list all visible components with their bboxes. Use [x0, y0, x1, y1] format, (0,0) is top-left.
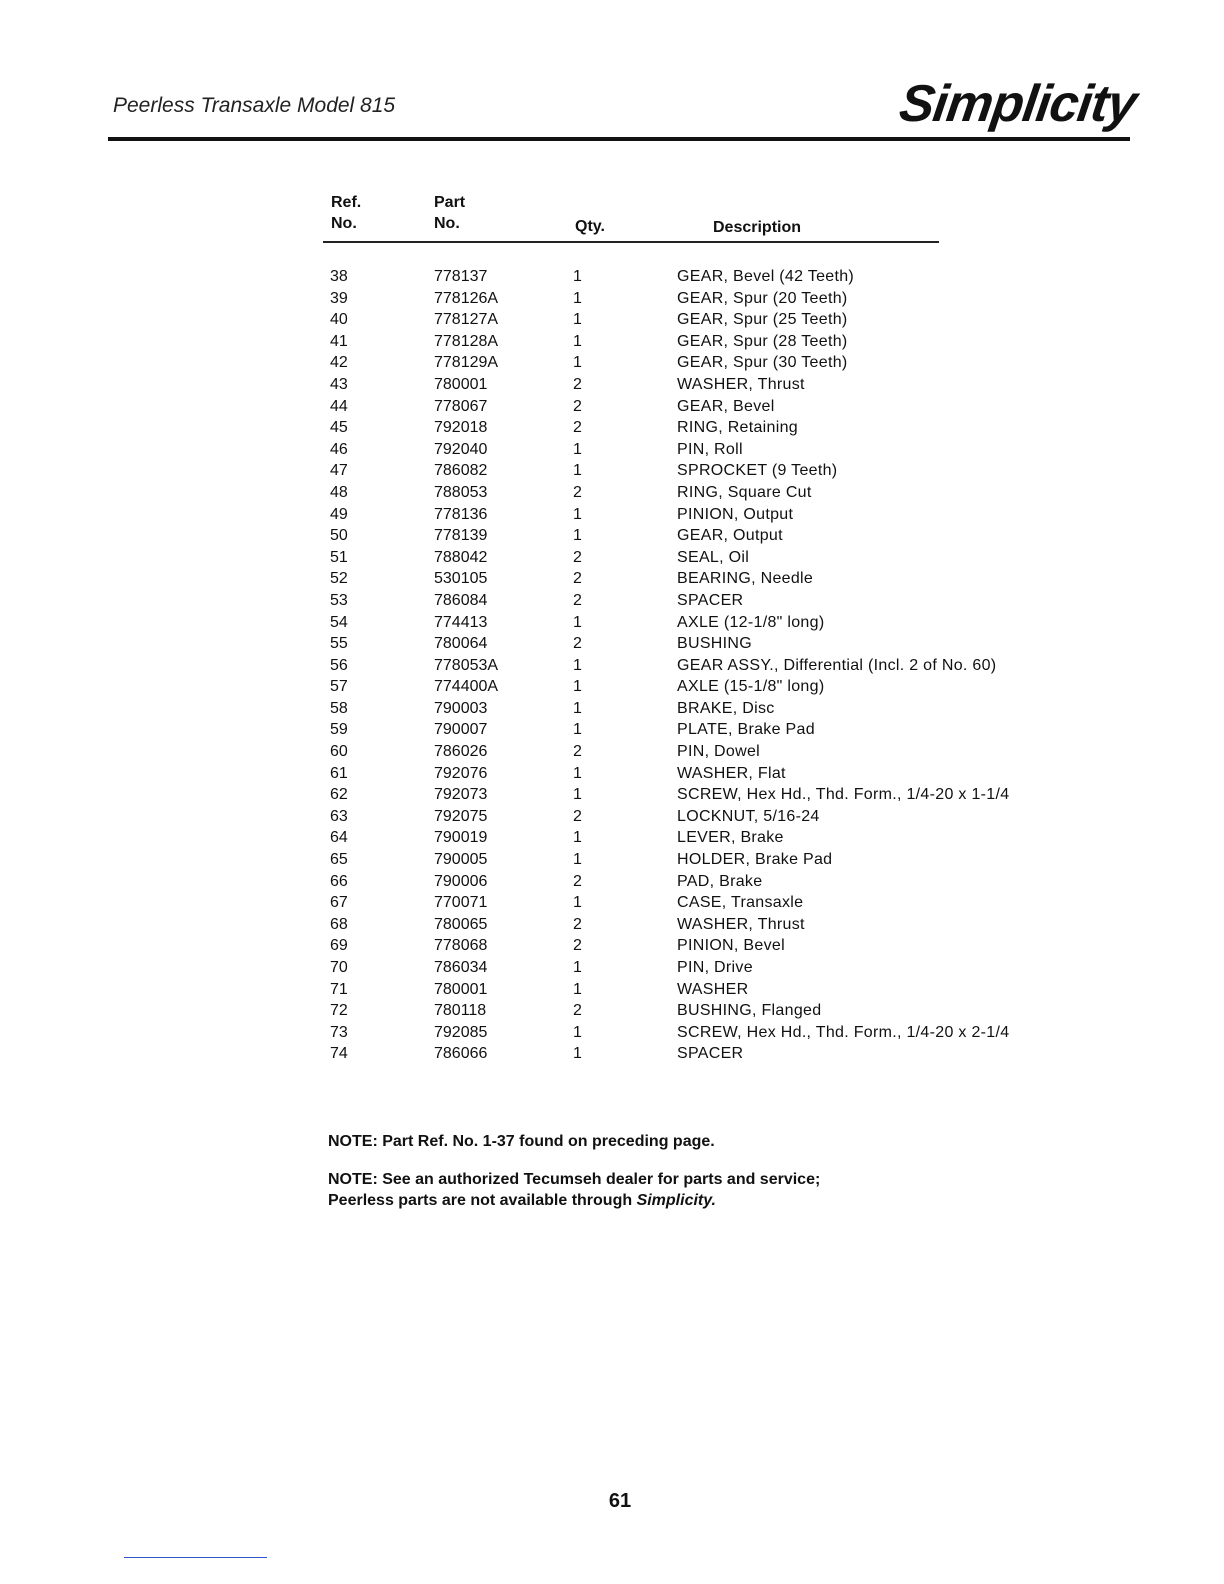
description: WASHER: [677, 980, 749, 998]
note-dealer-line2: [328, 1190, 820, 1211]
part-no: 792073: [434, 786, 488, 804]
part-no: 778127A: [434, 311, 499, 329]
part-no: 778139: [434, 527, 488, 545]
table-row: [0, 914, 1224, 936]
qty: 1: [573, 527, 582, 545]
col-header-qty: Qty.: [575, 218, 605, 235]
qty: 2: [573, 483, 582, 501]
description: GEAR, Bevel: [677, 397, 775, 415]
table-row: [0, 827, 1224, 849]
table-row: [0, 957, 1224, 979]
part-no: 790019: [434, 829, 488, 847]
description: GEAR ASSY., Differential (Incl. 2 of No. 60): [677, 656, 997, 674]
qty: 1: [573, 440, 582, 458]
description: AXLE (12-1/8" long): [677, 613, 825, 631]
ref-no: 46: [330, 440, 348, 458]
qty: 1: [573, 1045, 582, 1063]
part-no: 790006: [434, 872, 488, 890]
part-no: 770071: [434, 894, 488, 912]
table-row: [0, 568, 1224, 590]
ref-no: 64: [330, 829, 348, 847]
part-no: 790007: [434, 721, 488, 739]
part-no: 786084: [434, 591, 488, 609]
part-no: 792085: [434, 1023, 488, 1041]
table-row: [0, 352, 1224, 374]
qty: 2: [573, 419, 582, 437]
table-row: [0, 396, 1224, 418]
ref-no: 39: [330, 289, 348, 307]
note-dealer-line2-text: Peerless parts are not available through: [328, 1192, 637, 1209]
table-row: [0, 482, 1224, 504]
qty: 1: [573, 656, 582, 674]
description: AXLE (15-1/8" long): [677, 678, 825, 696]
qty: 1: [573, 786, 582, 804]
description: PIN, Drive: [677, 959, 753, 976]
page-number: 61: [608, 1490, 632, 1512]
qty: 2: [573, 915, 582, 933]
table-row: [0, 374, 1224, 396]
note-dealer-brand: Simplicity.: [636, 1192, 716, 1209]
ref-no: 68: [330, 915, 348, 933]
part-no: 792040: [434, 440, 488, 458]
part-no: 774400A: [434, 678, 499, 696]
ref-no: 51: [330, 548, 348, 566]
qty: 1: [573, 894, 582, 912]
table-row: [0, 633, 1224, 655]
qty: 2: [573, 743, 582, 761]
ref-no: 70: [330, 959, 348, 976]
qty: 2: [573, 807, 582, 825]
part-no: 780065: [434, 915, 488, 933]
qty: 2: [573, 375, 582, 393]
description: GEAR, Output: [677, 527, 783, 545]
description: LOCKNUT, 5/16-24: [677, 807, 820, 825]
part-no: 778067: [434, 397, 488, 415]
ref-no: 58: [330, 699, 348, 717]
qty: 2: [573, 872, 582, 890]
description: PIN, Roll: [677, 440, 743, 458]
ref-no: 49: [330, 505, 348, 523]
part-no: 780001: [434, 375, 488, 393]
col-header-ref-line1: Ref.: [331, 194, 362, 211]
description: PLATE, Brake Pad: [677, 721, 815, 739]
qty: 1: [573, 764, 582, 782]
qty: 1: [573, 311, 582, 329]
simplicity-logo: Simplicity: [895, 75, 1140, 133]
ref-no: 55: [330, 635, 348, 653]
qty: 2: [573, 397, 582, 415]
qty: 1: [573, 505, 582, 523]
table-row: [0, 439, 1224, 461]
qty: 2: [573, 570, 582, 588]
part-no: 790003: [434, 699, 488, 717]
ref-no: 38: [330, 268, 348, 285]
description: WASHER, Flat: [677, 764, 786, 782]
table-row: [0, 460, 1224, 482]
ref-no: 65: [330, 851, 348, 869]
footer-line: [124, 1557, 267, 1558]
description: WASHER, Thrust: [677, 375, 805, 393]
part-no: 786034: [434, 959, 488, 976]
table-row: [0, 655, 1224, 677]
part-no: 792075: [434, 807, 488, 825]
ref-no: 61: [330, 764, 348, 782]
qty: 2: [573, 937, 582, 955]
table-row: [0, 676, 1224, 698]
description: CASE, Transaxle: [677, 894, 804, 912]
description: PINION, Bevel: [677, 937, 785, 955]
table-row: [0, 590, 1224, 612]
description: BEARING, Needle: [677, 570, 814, 588]
table-row: [0, 935, 1224, 957]
description: SCREW, Hex Hd., Thd. Form., 1/4-20 x 2-1/4: [677, 1023, 1010, 1041]
col-header-description: Description: [713, 219, 802, 236]
qty: 1: [573, 462, 582, 480]
qty: 1: [573, 678, 582, 696]
table-row: [0, 871, 1224, 893]
ref-no: 62: [330, 786, 348, 804]
ref-no: 53: [330, 591, 348, 609]
parts-table: [0, 266, 1224, 1065]
ref-no: 59: [330, 721, 348, 739]
qty: 1: [573, 980, 582, 998]
description: GEAR, Spur (20 Teeth): [677, 289, 848, 307]
note-dealer-line1: NOTE: See an authorized Tecumseh dealer for parts and service;: [328, 1171, 821, 1188]
table-row: [0, 612, 1224, 634]
qty: 2: [573, 635, 582, 653]
part-no: 530105: [434, 570, 488, 588]
description: RING, Retaining: [677, 419, 798, 437]
ref-no: 60: [330, 743, 348, 761]
ref-no: 44: [330, 397, 348, 415]
description: GEAR, Spur (30 Teeth): [677, 354, 848, 372]
note-preceding-page: NOTE: Part Ref. No. 1-37 found on preceding page.: [328, 1133, 715, 1150]
part-no: 790005: [434, 851, 488, 869]
page-header-title: Peerless Transaxle Model 815: [113, 94, 396, 117]
description: SPACER: [677, 1045, 744, 1063]
description: LEVER, Brake: [677, 829, 784, 847]
description: BUSHING: [677, 635, 752, 653]
ref-no: 73: [330, 1023, 348, 1041]
header-divider: [108, 137, 1130, 141]
description: PIN, Dowel: [677, 743, 761, 761]
table-row: [0, 719, 1224, 741]
part-no: 780118: [434, 1002, 487, 1020]
part-no: 778053A: [434, 656, 499, 674]
table-row: [0, 331, 1224, 353]
qty: 2: [573, 548, 582, 566]
description: GEAR, Spur (25 Teeth): [677, 311, 848, 329]
col-header-part-line2: No.: [434, 215, 460, 232]
ref-no: 67: [330, 894, 348, 912]
part-no: 780001: [434, 980, 488, 998]
part-no: 792076: [434, 764, 488, 782]
description: GEAR, Spur (28 Teeth): [677, 332, 848, 350]
part-no: 786066: [434, 1045, 488, 1063]
table-row: [0, 741, 1224, 763]
qty: 1: [573, 851, 582, 869]
qty: 1: [573, 699, 582, 717]
ref-no: 57: [330, 678, 348, 696]
part-no: 780064: [434, 635, 488, 653]
table-row: [0, 806, 1224, 828]
table-row: [0, 1043, 1224, 1065]
table-header-rule: [323, 241, 939, 243]
qty: 1: [573, 354, 582, 372]
table-row: [0, 288, 1224, 310]
table-row: [0, 1000, 1224, 1022]
table-row: [0, 1022, 1224, 1044]
ref-no: 56: [330, 656, 348, 674]
ref-no: 45: [330, 419, 348, 437]
part-no: 778137: [434, 268, 488, 285]
qty: 1: [573, 829, 582, 847]
description: SPROCKET (9 Teeth): [677, 462, 838, 480]
qty: 1: [573, 1023, 582, 1041]
table-row: [0, 547, 1224, 569]
ref-no: 40: [330, 311, 348, 329]
table-row: [0, 784, 1224, 806]
qty: 1: [573, 959, 582, 976]
part-no: 786082: [434, 462, 488, 480]
table-row: [0, 525, 1224, 547]
description: BUSHING, Flanged: [677, 1002, 822, 1020]
table-row: [0, 417, 1224, 439]
ref-no: 71: [330, 980, 348, 998]
ref-no: 72: [330, 1002, 348, 1020]
part-no: 792018: [434, 419, 488, 437]
qty: 1: [573, 332, 582, 350]
table-row: [0, 698, 1224, 720]
qty: 1: [573, 613, 582, 631]
ref-no: 48: [330, 483, 348, 501]
description: RING, Square Cut: [677, 483, 812, 501]
description: PINION, Output: [677, 505, 794, 523]
qty: 2: [573, 591, 582, 609]
ref-no: 54: [330, 613, 348, 631]
col-header-ref-line2: No.: [331, 215, 357, 232]
qty: 2: [573, 1002, 582, 1020]
table-row: [0, 892, 1224, 914]
part-no: 778068: [434, 937, 488, 955]
description: PAD, Brake: [677, 872, 763, 890]
table-row: [0, 979, 1224, 1001]
part-no: 788053: [434, 483, 488, 501]
ref-no: 47: [330, 462, 348, 480]
part-no: 778129A: [434, 354, 499, 372]
qty: 1: [573, 268, 582, 285]
description: GEAR, Bevel (42 Teeth): [677, 268, 855, 285]
qty: 1: [573, 721, 582, 739]
note-dealer: [328, 1169, 820, 1211]
ref-no: 41: [330, 332, 348, 350]
table-row: [0, 309, 1224, 331]
ref-no: 50: [330, 527, 348, 545]
ref-no: 52: [330, 570, 348, 588]
description: SPACER: [677, 591, 744, 609]
description: WASHER, Thrust: [677, 915, 805, 933]
part-no: 778136: [434, 505, 488, 523]
part-no: 774413: [434, 613, 488, 631]
ref-no: 74: [330, 1045, 348, 1063]
col-header-part-line1: Part: [434, 194, 466, 211]
description: SEAL, Oil: [677, 548, 750, 566]
ref-no: 63: [330, 807, 348, 825]
ref-no: 66: [330, 872, 348, 890]
qty: 1: [573, 289, 582, 307]
part-no: 786026: [434, 743, 488, 761]
ref-no: 42: [330, 354, 348, 372]
table-row: [0, 763, 1224, 785]
col-header-part: [434, 192, 465, 234]
col-header-ref: [331, 192, 361, 234]
table-row: [0, 849, 1224, 871]
part-no: 778126A: [434, 289, 499, 307]
description: HOLDER, Brake Pad: [677, 851, 833, 869]
ref-no: 43: [330, 375, 348, 393]
table-row: [0, 504, 1224, 526]
description: BRAKE, Disc: [677, 699, 775, 717]
description: SCREW, Hex Hd., Thd. Form., 1/4-20 x 1-1/4: [677, 786, 1010, 804]
table-row: [0, 266, 1224, 288]
part-no: 778128A: [434, 332, 499, 350]
part-no: 788042: [434, 548, 488, 566]
ref-no: 69: [330, 937, 348, 955]
